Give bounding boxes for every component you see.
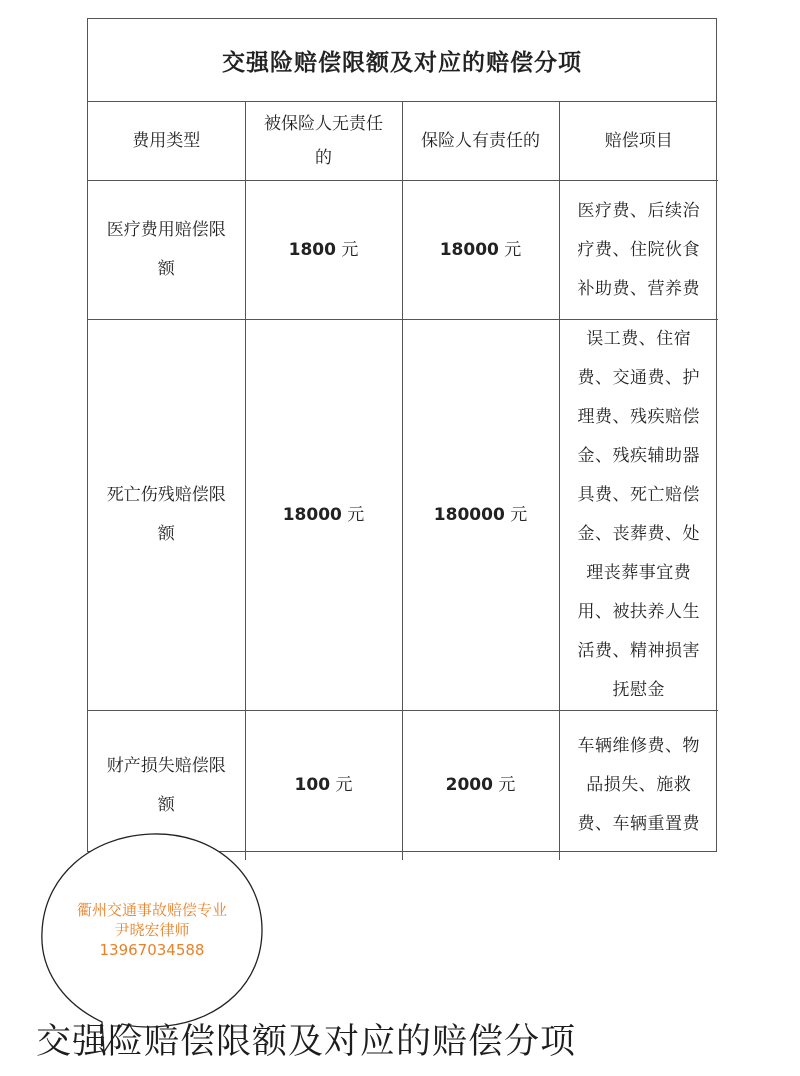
- header-at-fault: 保险人有责任的: [402, 102, 559, 181]
- amount-value: 18000: [439, 239, 499, 260]
- no-fault-amount-cell: [245, 320, 402, 711]
- fee-type-cell: 医疗费用赔偿限额: [88, 181, 245, 320]
- items-cell: 误工费、住宿费、交通费、护理费、残疾赔偿金、残疾辅助器具费、死亡赔偿金、丧葬费、处理丧葬事宜费用、被扶养人生活费、精神损害抚慰金: [559, 320, 718, 711]
- lawyer-contact: [38, 900, 266, 960]
- fee-type-cell: 财产损失赔偿限额: [88, 711, 245, 861]
- currency-unit: 元: [504, 239, 522, 260]
- at-fault-amount-cell: [402, 711, 559, 861]
- items-cell: 车辆维修费、物品损失、施救费、车辆重置费: [577, 736, 700, 834]
- table-title: 交强险赔偿限额及对应的赔偿分项: [88, 19, 716, 102]
- lawyer-phone: 13967034588: [99, 941, 205, 959]
- currency-unit: 元: [498, 775, 516, 795]
- table-row: [88, 320, 718, 711]
- items-cell: 医疗费、后续治疗费、住院伙食补助费、营养费: [559, 181, 718, 320]
- currency-unit: 元: [341, 239, 359, 260]
- header-no-fault: 被保险人无责任的: [245, 102, 402, 181]
- at-fault-amount-cell: [402, 181, 559, 320]
- header-fee-type: 费用类型: [88, 102, 245, 181]
- table-row: [88, 181, 718, 320]
- table-header-row: [88, 102, 718, 181]
- page-caption: 交强险赔偿限额及对应的赔偿分项: [36, 1022, 577, 1062]
- amount-value: 100: [294, 775, 331, 795]
- header-items: 赔偿项目: [559, 102, 718, 181]
- no-fault-amount-cell: [245, 711, 402, 861]
- amount-value: 1800: [288, 239, 336, 260]
- lawyer-name: 尹晓宏律师: [114, 921, 190, 939]
- lawyer-specialty: 衢州交通事故赔偿专业: [76, 901, 227, 919]
- amount-value: 18000: [282, 504, 342, 525]
- no-fault-amount-cell: [245, 181, 402, 320]
- currency-unit: 元: [347, 504, 365, 525]
- fee-type-cell: 死亡伤残赔偿限额: [88, 320, 245, 711]
- currency-unit: 元: [335, 775, 353, 795]
- at-fault-amount-cell: [402, 320, 559, 711]
- amount-value: 2000: [445, 775, 493, 795]
- currency-unit: 元: [510, 504, 528, 525]
- amount-value: 180000: [433, 504, 505, 525]
- compensation-table: [88, 102, 718, 860]
- compensation-table-sheet: [87, 18, 717, 852]
